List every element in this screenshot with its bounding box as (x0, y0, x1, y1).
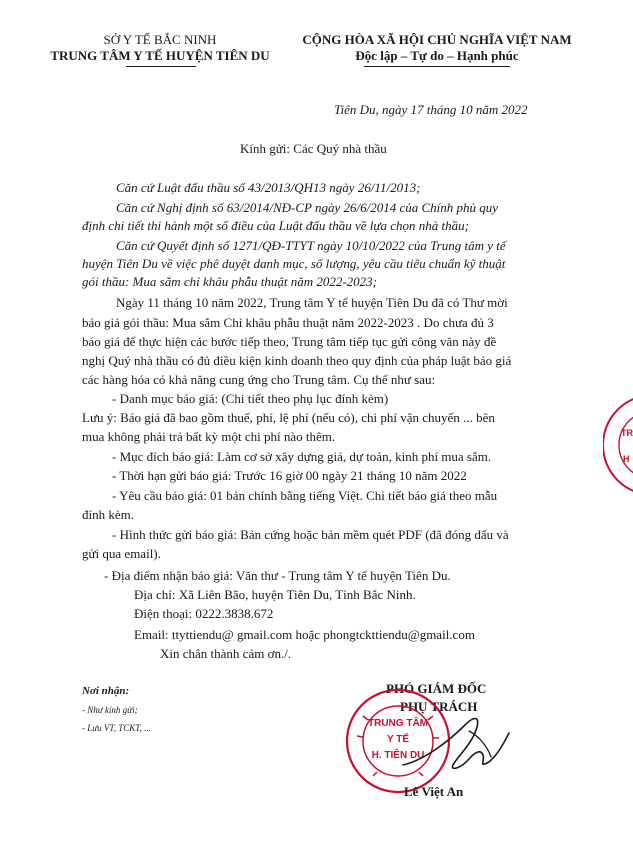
body-line: gửi qua email). (82, 546, 161, 561)
body-line: - Hình thức gửi báo giá: Bản cứng hoặc bản mềm quét PDF (đã đóng dấu và (112, 527, 509, 542)
body-line: báo giá để thực hiện các bước tiếp theo, Trung tâm tiếp tục gửi công văn này đề (82, 334, 497, 349)
body-line: Lưu ý: Báo giá đã bao gồm thuế, phí, lệ phí (nếu có), chi phí vận chuyển ... bên (82, 410, 495, 425)
legal-basis-1: Căn cứ Luật đấu thầu số 43/2013/QH13 ngày 26/11/2013; (116, 180, 421, 195)
motto-underline (364, 66, 510, 67)
edge-stamp (603, 390, 633, 500)
edge-stamp-text-2: H (623, 454, 630, 464)
legal-basis-2-cont: định chi tiết thi hành một số điều của Luật đấu thầu về lựa chọn nhà thầu; (82, 218, 469, 233)
body-line: báo giá gói thầu: Mua sắm Chỉ khâu phẫu thuật năm 2022-2023 . Do chưa đủ 3 (82, 315, 494, 330)
signer-title: PHÓ GIÁM ĐỐC (386, 681, 487, 696)
handwritten-signature (395, 705, 525, 790)
body-line: - Địa điểm nhận báo giá: Văn thư - Trung tâm Y tế huyện Tiên Du. (104, 568, 451, 583)
signer-name: Lê Việt An (404, 784, 464, 799)
nation-title: CỘNG HÒA XÃ HỘI CHỦ NGHĨA VIỆT NAM (302, 32, 572, 47)
body-line: Ngày 11 tháng 10 năm 2022, Trung tâm Y tế huyện Tiên Du đã có Thư mời (116, 295, 508, 310)
body-line: - Mục đích báo giá: Làm cơ sở xây dựng giá, dự toán, kinh phí mua sắm. (112, 449, 492, 464)
stamp-line-3: H. TIÊN DU (371, 750, 425, 761)
recipients-title: Nơi nhận: (82, 685, 130, 697)
email-line: Email: ttyttiendu@ gmail.com hoặc phongtckttiendu@gmail.com (134, 627, 475, 642)
body-line: mua không phải trả bất kỳ một chi phí nào thêm. (82, 429, 336, 444)
legal-basis-3-cont2: gói thầu: Mua sắm chỉ khâu phẫu thuật năm 2022-2023; (82, 274, 378, 289)
body-line: - Thời hạn gửi báo giá: Trước 16 giờ 00 ngày 21 tháng 10 năm 2022 (112, 468, 467, 483)
stamp-line-2: Y TẾ (386, 734, 410, 745)
body-line: - Yêu cầu báo giá: 01 bản chính bằng tiếng Việt. Chi tiết báo giá theo mẫu (112, 488, 498, 503)
recipient-item: - Như kính gửi; (82, 705, 138, 715)
legal-basis-3: Căn cứ Quyết định số 1271/QĐ-TTYT ngày 10/10/2022 của Trung tâm y tế (116, 238, 506, 253)
document-date: Tiên Du, ngày 17 tháng 10 năm 2022 (334, 102, 528, 117)
edge-stamp-graphic (603, 390, 633, 500)
thanks-line: Xin chân thành cảm ơn./. (160, 646, 292, 661)
stamp-line-1: TRUNG TÂM (368, 718, 428, 729)
body-line: các hàng hóa có khả năng cung ứng cho Trung tâm. Cụ thể như sau: (82, 372, 436, 387)
nation-motto: Độc lập – Tự do – Hạnh phúc (355, 48, 519, 63)
recipient-line: Kính gửi: Các Quý nhà thầu (240, 141, 387, 156)
signer-subtitle: PHỤ TRÁCH (400, 699, 478, 714)
phone-line: Điện thoại: 0222.3838.672 (134, 606, 274, 621)
legal-basis-3-cont: huyện Tiên Du về việc phê duyệt danh mục, số lượng, yêu cầu tiêu chuẩn kỹ thuật (82, 256, 506, 271)
recipient-item: - Lưu VT, TCKT, ... (82, 723, 151, 733)
body-line: nghị Quý nhà thầu có đủ điều kiện kinh doanh theo quy định của pháp luật báo giá (82, 353, 512, 368)
address-line: Địa chỉ: Xã Liên Bão, huyện Tiên Du, Tỉnh Bắc Ninh. (134, 587, 416, 602)
body-line: - Danh mục báo giá: (Chi tiết theo phụ lục đính kèm) (112, 391, 389, 406)
agency-parent: SỞ Y TẾ BẮC NINH (103, 32, 217, 47)
agency-name: TRUNG TÂM Y TẾ HUYỆN TIÊN DU (50, 48, 270, 63)
edge-stamp-text-1: TR (621, 428, 633, 438)
legal-basis-2: Căn cứ Nghị định số 63/2014/NĐ-CP ngày 26/6/2014 của Chính phủ quy (116, 200, 499, 215)
agency-underline (126, 66, 196, 67)
body-line: đính kèm. (82, 507, 134, 522)
